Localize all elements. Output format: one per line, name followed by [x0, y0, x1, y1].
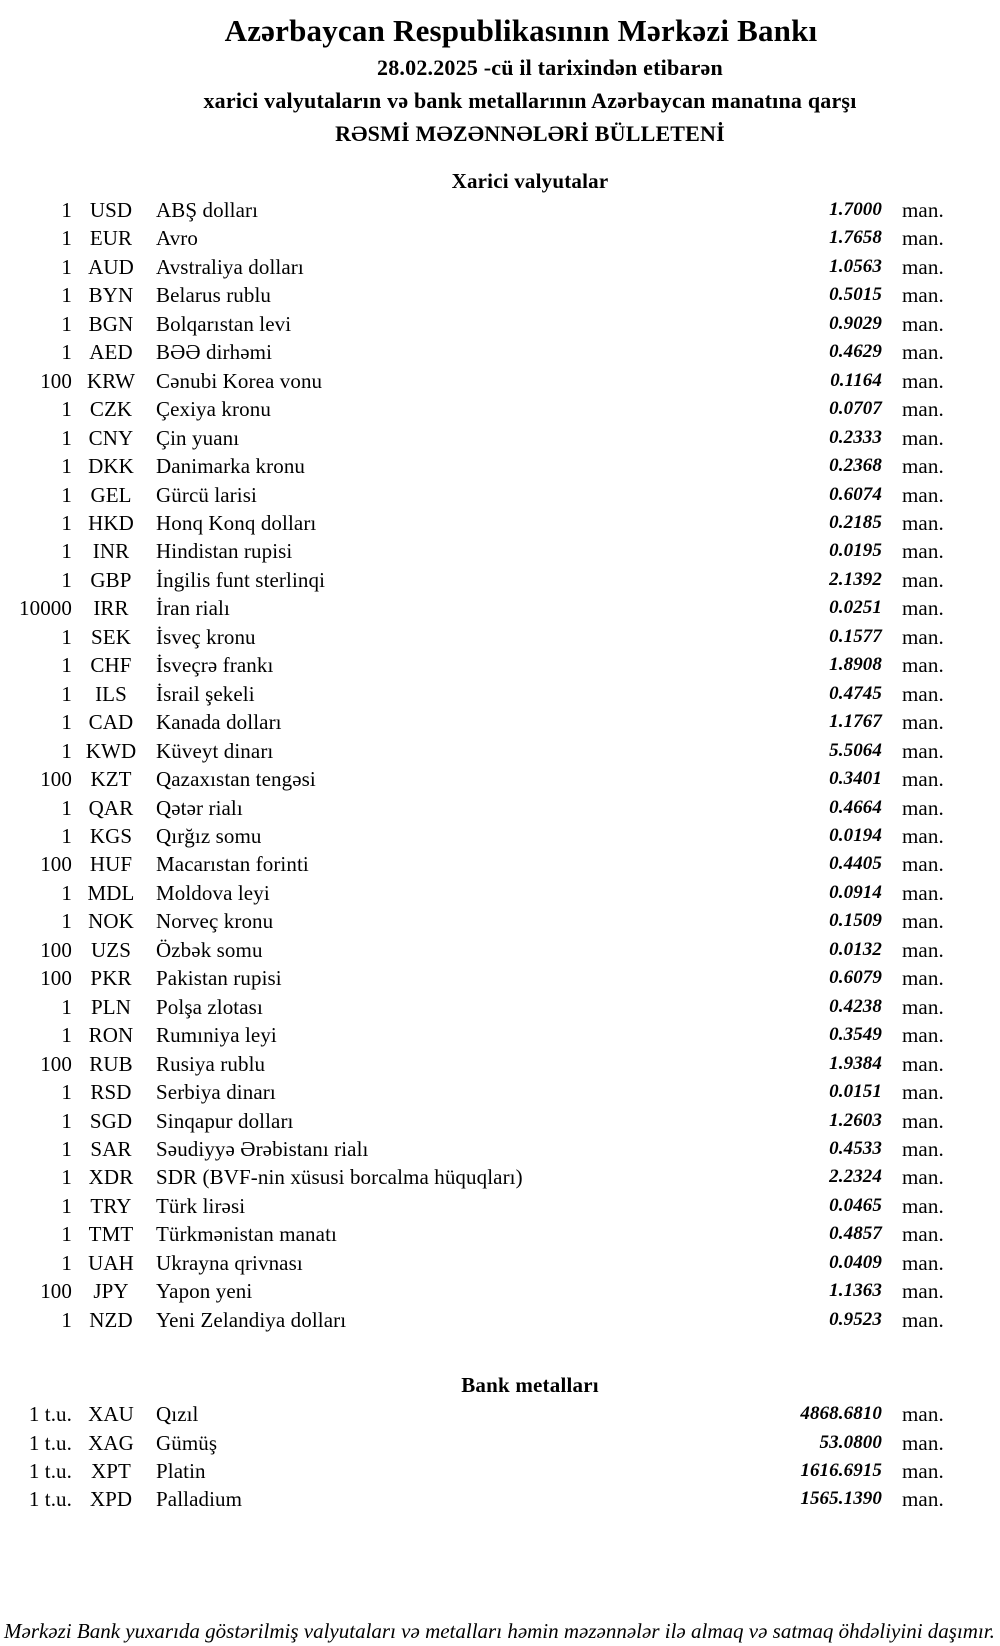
unit-cell: man. [902, 254, 944, 279]
rate-value-cell: 0.4629 [829, 341, 882, 363]
table-row [0, 1485, 1000, 1513]
rate-value-cell: 0.1577 [829, 625, 882, 647]
currency-name-cell: Danimarka kronu [156, 454, 306, 479]
rate-value-cell: 2.1392 [829, 568, 882, 590]
footer-note: Mərkəzi Bank yuxarıda göstərilmiş valyutaları və metalları həmin məzənnələr ilə almaq və satmaq öhdəliyini daşımır. [4, 1618, 995, 1643]
rate-value-cell: 0.4238 [829, 995, 882, 1017]
unit-cell: man. [902, 510, 944, 535]
quantity-cell: 1 [61, 653, 72, 678]
currency-code-cell: TMT [88, 1222, 134, 1247]
table-row [0, 537, 1000, 565]
currency-name-cell: Belarus rublu [156, 283, 272, 308]
currency-code-cell: KWD [85, 738, 137, 763]
unit-cell: man. [902, 909, 944, 934]
currency-name-cell: BƏƏ dirhəmi [156, 340, 273, 365]
quantity-cell: 1 [61, 510, 72, 535]
currency-code-cell: RON [88, 1023, 134, 1048]
table-row [0, 936, 1000, 964]
table-row [0, 253, 1000, 281]
quantity-cell: 1 [61, 710, 72, 735]
currency-name-cell: Küveyt dinarı [156, 738, 274, 763]
unit-cell: man. [902, 1250, 944, 1275]
quantity-cell: 1 t.u. [28, 1402, 72, 1427]
currency-code-cell: IRR [93, 596, 129, 621]
rate-value-cell: 0.2368 [829, 455, 882, 477]
quantity-cell: 1 [61, 340, 72, 365]
quantity-cell: 1 [61, 283, 72, 308]
rate-value-cell: 0.0132 [829, 938, 882, 960]
rate-value-cell: 1.2603 [829, 1109, 882, 1131]
rate-value-cell: 1.1767 [829, 711, 882, 733]
currency-name-cell: Türkmənistan manatı [156, 1222, 337, 1247]
currency-code-cell: BYN [88, 283, 134, 308]
currency-code-cell: PKR [90, 966, 132, 991]
quantity-cell: 1 [61, 795, 72, 820]
table-row [0, 993, 1000, 1021]
quantity-cell: 1 [61, 994, 72, 1019]
currency-code-cell: CNY [88, 425, 134, 450]
rate-value-cell: 0.2333 [829, 426, 882, 448]
quantity-cell: 1 [61, 254, 72, 279]
unit-cell: man. [902, 311, 944, 336]
unit-cell: man. [902, 852, 944, 877]
currency-name-cell: Rumıniya leyi [156, 1023, 277, 1048]
currency-name-cell: Səudiyyə Ərəbistanı rialı [156, 1136, 369, 1161]
table-row [0, 1107, 1000, 1135]
unit-cell: man. [902, 994, 944, 1019]
quantity-cell: 1 [61, 397, 72, 422]
unit-cell: man. [902, 397, 944, 422]
quantity-cell: 1 [61, 482, 72, 507]
currency-name-cell: İsveç kronu [156, 624, 256, 649]
rate-value-cell: 0.4405 [829, 853, 882, 875]
currency-code-cell: KGS [89, 823, 133, 848]
quantity-cell: 1 [61, 1136, 72, 1161]
table-row [0, 1429, 1000, 1457]
currency-name-cell: ABŞ dolları [156, 198, 259, 222]
table-row [0, 481, 1000, 509]
unit-cell: man. [902, 340, 944, 365]
rate-value-cell: 0.3549 [829, 1024, 882, 1046]
currency-code-cell: NZD [89, 1307, 133, 1332]
quantity-cell: 1 [61, 624, 72, 649]
quantity-cell: 1 [61, 1108, 72, 1133]
currency-code-cell: JPY [93, 1279, 129, 1304]
unit-cell: man. [902, 767, 944, 792]
rate-value-cell: 1.7000 [829, 199, 882, 220]
rate-value-cell: 0.4533 [829, 1137, 882, 1159]
currency-name-cell: Qızıl [156, 1402, 199, 1427]
currency-code-cell: GEL [90, 482, 132, 507]
unit-cell: man. [902, 653, 944, 678]
currency-name-cell: Rusiya rublu [156, 1051, 266, 1076]
currency-code-cell: CZK [89, 397, 133, 422]
quantity-cell: 1 [61, 1193, 72, 1218]
quantity-cell: 100 [40, 1051, 72, 1076]
rate-value-cell: 0.0707 [829, 398, 882, 420]
table-row [0, 281, 1000, 309]
currency-code-cell: UAH [88, 1250, 134, 1275]
currency-name-cell: SDR (BVF-nin xüsusi borcalma hüquqları) [156, 1165, 523, 1190]
unit-cell: man. [902, 1108, 944, 1133]
rate-value-cell: 0.6079 [829, 967, 882, 989]
currency-name-cell: Avro [156, 226, 199, 251]
currency-name-cell: İsrail şekeli [156, 681, 255, 706]
rate-value-cell: 5.5064 [829, 739, 882, 761]
table-row [0, 566, 1000, 594]
currency-name-cell: Qırğız somu [156, 823, 262, 848]
quantity-cell: 1 t.u. [28, 1459, 72, 1484]
quantity-cell: 100 [40, 966, 72, 991]
rate-value-cell: 0.1164 [830, 369, 882, 391]
rate-value-cell: 0.0251 [829, 597, 882, 619]
currency-name-cell: Gürcü larisi [156, 482, 257, 507]
rate-value-cell: 0.1509 [829, 910, 882, 932]
rate-value-cell: 1.9384 [829, 1052, 882, 1074]
rate-value-cell: 1.8908 [829, 654, 882, 676]
table-row [0, 680, 1000, 708]
table-row [0, 1400, 1000, 1428]
quantity-cell: 100 [40, 1279, 72, 1304]
rate-value-cell: 0.9029 [829, 312, 882, 334]
unit-cell: man. [902, 1051, 944, 1076]
unit-cell: man. [902, 368, 944, 393]
currency-code-cell: GBP [90, 567, 132, 592]
rate-value-cell: 0.6074 [829, 483, 882, 505]
quantity-cell: 1 [61, 226, 72, 251]
quantity-cell: 1 t.u. [28, 1430, 72, 1455]
rate-value-cell: 2.2324 [829, 1166, 882, 1188]
currency-name-cell: Gümüş [156, 1430, 218, 1455]
currency-name-cell: Polşa zlotası [156, 994, 263, 1019]
table-row [0, 594, 1000, 622]
table-row [0, 850, 1000, 878]
currency-code-cell: USD [89, 198, 133, 222]
currency-code-cell: SGD [89, 1108, 133, 1133]
table-row [0, 1249, 1000, 1277]
unit-cell: man. [902, 966, 944, 991]
section-title-bank-metals: Bank metalları [461, 1373, 599, 1398]
rate-value-cell: 1.1363 [829, 1280, 882, 1302]
rate-value-cell: 1.0563 [829, 255, 882, 277]
bulletin-title: RƏSMİ MƏZƏNNƏLƏRİ BÜLLETENİ [335, 121, 725, 146]
unit-cell: man. [902, 937, 944, 962]
quantity-cell: 1 [61, 823, 72, 848]
unit-cell: man. [902, 710, 944, 735]
currency-name-cell: Hindistan rupisi [156, 539, 293, 564]
currency-name-cell: Çexiya kronu [156, 397, 271, 422]
unit-cell: man. [902, 596, 944, 621]
currency-code-cell: AUD [88, 254, 134, 279]
table-row [0, 1220, 1000, 1248]
rate-value-cell: 53.0800 [819, 1431, 882, 1453]
quantity-cell: 100 [40, 368, 72, 393]
unit-cell: man. [902, 1023, 944, 1048]
quantity-cell: 1 [61, 454, 72, 479]
table-row [0, 338, 1000, 366]
rate-value-cell: 1565.1390 [800, 1488, 882, 1510]
currency-code-cell: TRY [90, 1193, 132, 1218]
currency-name-cell: Yeni Zelandiya dolları [156, 1307, 347, 1332]
unit-cell: man. [902, 226, 944, 251]
unit-cell: man. [902, 1459, 944, 1484]
table-row [0, 879, 1000, 907]
table-row [0, 907, 1000, 935]
currency-code-cell: CHF [90, 653, 132, 678]
table-row [0, 822, 1000, 850]
unit-cell: man. [902, 1487, 944, 1512]
rate-value-cell: 0.9523 [829, 1308, 882, 1330]
currency-code-cell: UZS [91, 937, 131, 962]
rate-value-cell: 0.0409 [829, 1251, 882, 1273]
currency-code-cell: KRW [86, 368, 136, 393]
table-row [0, 737, 1000, 765]
currency-code-cell: CAD [88, 710, 134, 735]
quantity-cell: 1 [61, 311, 72, 336]
unit-cell: man. [902, 454, 944, 479]
table-row [0, 708, 1000, 736]
unit-cell: man. [902, 1222, 944, 1247]
currency-code-cell: AED [89, 340, 133, 365]
currency-name-cell: Norveç kronu [156, 909, 274, 934]
section-title-foreign-currencies: Xarici valyutalar [451, 169, 609, 193]
currency-name-cell: Avstraliya dolları [156, 254, 304, 279]
table-row [0, 1192, 1000, 1220]
table-row [0, 367, 1000, 395]
currency-code-cell: MDL [87, 880, 135, 905]
rate-value-cell: 0.2185 [829, 511, 882, 533]
currency-code-cell: KZT [90, 767, 132, 792]
currency-name-cell: Türk lirəsi [156, 1193, 246, 1218]
unit-cell: man. [902, 1430, 944, 1455]
unit-cell: man. [902, 425, 944, 450]
currency-code-cell: QAR [88, 795, 134, 820]
table-row [0, 623, 1000, 651]
quantity-cell: 10000 [19, 596, 72, 621]
quantity-cell: 1 [61, 1307, 72, 1332]
rate-value-cell: 0.0465 [829, 1194, 882, 1216]
table-row [0, 765, 1000, 793]
currency-name-cell: Serbiya dinarı [156, 1080, 276, 1105]
currency-name-cell: Palladium [156, 1487, 243, 1512]
unit-cell: man. [902, 198, 944, 222]
currency-name-cell: Pakistan rupisi [156, 966, 282, 991]
rate-value-cell: 0.3401 [829, 768, 882, 790]
unit-cell: man. [902, 1080, 944, 1105]
table-row [0, 1306, 1000, 1334]
rate-value-cell: 0.0194 [829, 824, 882, 846]
quantity-cell: 1 [61, 1250, 72, 1275]
table-row [0, 310, 1000, 338]
table-row [0, 196, 1000, 224]
unit-cell: man. [902, 1193, 944, 1218]
quantity-cell: 1 t.u. [28, 1487, 72, 1512]
currency-code-cell: BGN [88, 311, 134, 336]
table-row [0, 452, 1000, 480]
currency-name-cell: Honq Konq dolları [156, 510, 317, 535]
currency-name-cell: Qazaxıstan tengəsi [156, 767, 316, 792]
effective-date-line: 28.02.2025 -cü il tarixindən etibarən [377, 55, 723, 80]
metal-rate-table [0, 1400, 1000, 1514]
currency-code-cell: PLN [91, 994, 131, 1019]
unit-cell: man. [902, 539, 944, 564]
quantity-cell: 1 [61, 1165, 72, 1190]
rate-value-cell: 0.4664 [829, 796, 882, 818]
rate-value-cell: 0.4857 [829, 1223, 882, 1245]
rate-value-cell: 0.0195 [829, 540, 882, 562]
currency-name-cell: Ukrayna qrivnası [156, 1250, 303, 1275]
currency-name-cell: Yapon yeni [156, 1279, 253, 1304]
currency-code-cell: RUB [89, 1051, 133, 1076]
rate-value-cell: 0.0914 [829, 881, 882, 903]
table-row [0, 651, 1000, 679]
currency-name-cell: Macarıstan forinti [156, 852, 309, 877]
table-row [0, 1163, 1000, 1191]
quantity-cell: 100 [40, 852, 72, 877]
currency-name-cell: Bolqarıstan levi [156, 311, 292, 336]
rate-value-cell: 0.0151 [829, 1081, 882, 1103]
unit-cell: man. [902, 795, 944, 820]
currency-name-cell: Sinqapur dolları [156, 1108, 294, 1133]
quantity-cell: 1 [61, 909, 72, 934]
quantity-cell: 1 [61, 198, 72, 222]
quantity-cell: 1 [61, 681, 72, 706]
currency-name-cell: Kanada dolları [156, 710, 282, 735]
currency-name-cell: Çin yuanı [156, 425, 240, 450]
currency-code-cell: SEK [91, 624, 131, 649]
currency-code-cell: XPT [91, 1459, 131, 1484]
currency-code-cell: NOK [88, 909, 134, 934]
rate-value-cell: 0.5015 [829, 284, 882, 306]
unit-cell: man. [902, 567, 944, 592]
quantity-cell: 1 [61, 425, 72, 450]
bank-title: Azərbaycan Respublikasının Mərkəzi Bankı [224, 13, 818, 48]
unit-cell: man. [902, 823, 944, 848]
rate-value-cell: 1616.6915 [800, 1460, 882, 1482]
currency-code-cell: DKK [88, 454, 134, 479]
unit-cell: man. [902, 880, 944, 905]
table-row [0, 509, 1000, 537]
table-row [0, 224, 1000, 252]
currency-name-cell: Platin [156, 1459, 206, 1484]
unit-cell: man. [902, 1136, 944, 1161]
currency-name-cell: İsveçrə frankı [156, 653, 274, 678]
currency-code-cell: EUR [89, 226, 133, 251]
currency-name-cell: Cənubi Korea vonu [156, 368, 323, 393]
table-row [0, 1457, 1000, 1485]
subject-line: xarici valyutaların və bank metallarının Azərbaycan manatına qarşı [203, 88, 857, 113]
unit-cell: man. [902, 1402, 944, 1427]
currency-code-cell: RSD [90, 1080, 132, 1105]
table-row [0, 424, 1000, 452]
currency-code-cell: HUF [89, 852, 133, 877]
unit-cell: man. [902, 624, 944, 649]
table-row [0, 964, 1000, 992]
table-row [0, 794, 1000, 822]
unit-cell: man. [902, 1307, 944, 1332]
currency-rate-table [0, 196, 1000, 1334]
quantity-cell: 1 [61, 880, 72, 905]
currency-name-cell: Qətər rialı [156, 795, 243, 820]
currency-code-cell: XAU [88, 1402, 134, 1427]
quantity-cell: 1 [61, 1023, 72, 1048]
currency-code-cell: HKD [88, 510, 134, 535]
unit-cell: man. [902, 482, 944, 507]
table-row [0, 1277, 1000, 1305]
quantity-cell: 100 [40, 767, 72, 792]
currency-code-cell: INR [92, 539, 130, 564]
quantity-cell: 1 [61, 738, 72, 763]
currency-code-cell: XDR [88, 1165, 134, 1190]
currency-code-cell: XAG [88, 1430, 134, 1455]
currency-name-cell: İngilis funt sterlinqi [156, 567, 326, 592]
currency-code-cell: XPD [89, 1487, 133, 1512]
rate-value-cell: 1.7658 [829, 227, 882, 249]
currency-name-cell: İran rialı [156, 596, 230, 621]
rate-value-cell: 4868.6810 [800, 1403, 882, 1425]
quantity-cell: 100 [40, 937, 72, 962]
quantity-cell: 1 [61, 1222, 72, 1247]
currency-code-cell: ILS [95, 681, 127, 706]
unit-cell: man. [902, 681, 944, 706]
table-row [0, 1050, 1000, 1078]
currency-code-cell: SAR [90, 1136, 132, 1161]
unit-cell: man. [902, 1279, 944, 1304]
unit-cell: man. [902, 283, 944, 308]
rate-value-cell: 0.4745 [829, 682, 882, 704]
table-row [0, 1021, 1000, 1049]
quantity-cell: 1 [61, 539, 72, 564]
table-row [0, 395, 1000, 423]
table-row [0, 1135, 1000, 1163]
unit-cell: man. [902, 1165, 944, 1190]
currency-name-cell: Moldova leyi [156, 880, 270, 905]
unit-cell: man. [902, 738, 944, 763]
quantity-cell: 1 [61, 567, 72, 592]
quantity-cell: 1 [61, 1080, 72, 1105]
table-row [0, 1078, 1000, 1106]
currency-name-cell: Özbək somu [156, 937, 263, 962]
